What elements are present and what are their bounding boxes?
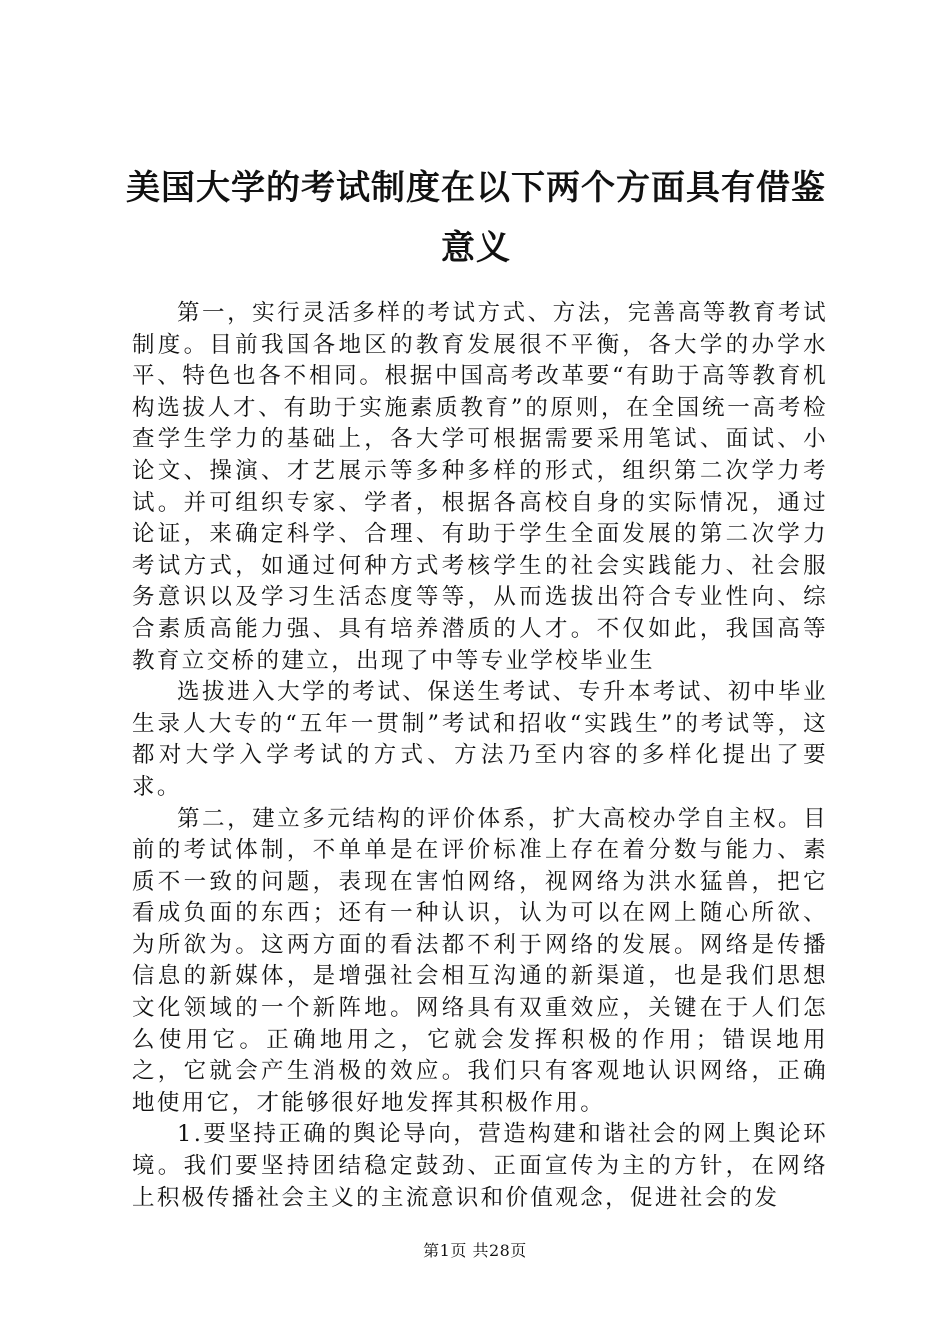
document-body <box>132 298 828 1214</box>
paragraph-4: 1.要坚持正确的舆论导向，营造构建和谐社会的网上舆论环境。我们要坚持团结稳定鼓劲、正面宣传为主的方针，在网络上积极传播社会主义的主流意识和价值观念，促进社会的发 <box>132 1121 828 1211</box>
page-footer: 第1页 共28页 <box>423 1241 527 1260</box>
paragraph-1: 第一，实行灵活多样的考试方式、方法，完善高等教育考试制度。目前我国各地区的教育发展很不平衡，各大学的办学水平、特色也各不相同。根据中国高考改革要“有助于高等教育机构选拔人才、有助于实施素质教育”的原则，在全国统一高考检查学生学力的基础上，各大学可根据需要采用笔试、面试、小论文、操演、才艺展示等多种多样的形式，组织第二次学力考试。并可组织专家、学者，根据各高校自身的实际情况，通过论证，来确定科学、合理、有助于学生全面发展的第二次学力考试方式，如通过何种方式考核学生的社会实践能力、社会服务意识以及学习生活态度等等，从而选拔出符合专业性向、综合素质高能力强、具有培养潜质的人才。不仅如此，我国高等教育立交桥的建立，出现了中等专业学校毕业生 <box>132 300 828 674</box>
paragraph-3: 第二，建立多元结构的评价体系，扩大高校办学自主权。目前的考试体制，不单单是在评价标准上存在着分数与能力、素质不一致的问题，表现在害怕网络，视网络为洪水猛兽，把它看成负面的东西；还有一种认识，认为可以在网上随心所欲、为所欲为。这两方面的看法都不利于网络的发展。网络是传播信息的新媒体，是增强社会相互沟通的新渠道，也是我们思想文化领域的一个新阵地。网络具有双重效应，关键在于人们怎么使用它。正确地用之，它就会发挥积极的作用；错误地用之，它就会产生消极的效应。我们只有客观地认识网络，正确地使用它，才能够很好地发挥其积极作用。 <box>132 805 828 1116</box>
document-title: 美国大学的考试制度在以下两个方面具有借鉴意义 <box>126 168 826 268</box>
paragraph-2: 选拔进入大学的考试、保送生考试、专升本考试、初中毕业生录人大专的“五年一贯制”考试和招收“实践生”的考试等，这都对大学入学考试的方式、方法乃至内容的多样化提出了要求。 <box>132 679 828 800</box>
